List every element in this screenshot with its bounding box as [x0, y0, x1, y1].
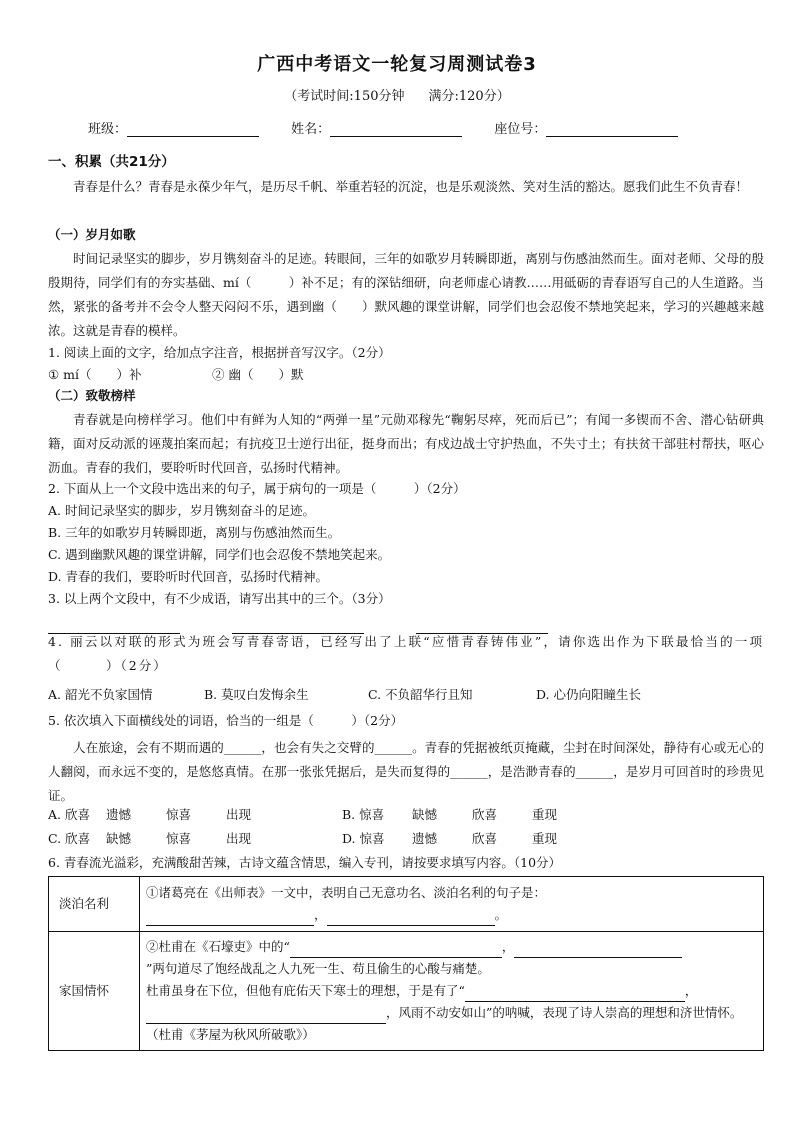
exam-subtitle [0, 85, 794, 104]
row1-key: 淡泊名利 [49, 877, 140, 932]
name-label: 姓名： [291, 122, 331, 137]
q5-c-word-3: 惊喜 [166, 831, 192, 846]
row2-comma-3: ， [386, 1005, 399, 1020]
row2-blank-2[interactable] [514, 943, 682, 958]
q4-options [48, 684, 764, 706]
q5-options-row1 [48, 804, 764, 826]
row2-blank-3[interactable] [465, 987, 685, 1002]
row2-text-3: 杜甫虽身在下位，但他有庇佑天下寒士的理想，于是有了“ [146, 983, 465, 998]
q5-c-word-2: 缺憾 [106, 831, 132, 846]
name-field[interactable] [330, 122, 462, 137]
q1-answer-a[interactable]: ① mí（ ）补 [48, 367, 142, 382]
q1-stem: 1. 阅读上面的文字，给加点字注音，根据拼音写汉字。（2分） [48, 345, 391, 360]
q5-d-word-1: D. 惊喜 [341, 831, 385, 846]
intro-paragraph: 青春是什么？青春是永葆少年气，是历尽千帆、举重若轻的沉淀，也是乐观淡然、笑对生活的豁达。愿我们此生不负青春！ [73, 179, 749, 194]
q5-c-word-1: C. 欣喜 [48, 831, 91, 846]
q5-text: 人在旅途，会有不期而遇的______，也会有失之交臂的______。青春的凭据被纸页掩藏，尘封在时间深处，静待有心或无心的人翻阅，而永远不变的，是悠悠真情。在那一张张凭据后，是失而复得的______，是浩渺青春的______，是岁月可回首时的珍贵见证。 [48, 740, 764, 803]
row2-content [140, 932, 764, 1051]
row1-comma: ， [314, 907, 327, 922]
row2-line4 [146, 1002, 757, 1046]
q2-option-b[interactable]: B. 三年的如歌岁月转瞬即逝，离别与伤感油然而生。 [48, 525, 341, 540]
q4-option-d[interactable]: D. 心仍向阳瞳生长 [535, 687, 641, 702]
row1-content [140, 877, 764, 932]
q5-c-word-4: 出现 [226, 831, 252, 846]
q5-a-word-2: 遗憾 [106, 807, 132, 822]
q3-stem: 3. 以上两个文段中，有不少成语，请写出其中的三个。（3分） [48, 591, 391, 606]
q5-a-word-4: 出现 [226, 807, 252, 822]
part1-heading: （一）岁月如歌 [48, 227, 136, 242]
exam-score: 满分:120分） [428, 89, 510, 104]
row2-text-1: ②杜甫在《石壕吏》中的“ [146, 939, 290, 954]
q5-b-word-1: B. 惊喜 [341, 807, 385, 822]
row2-blank-4[interactable] [146, 1009, 386, 1024]
exam-time: （考试时间:150分钟 [284, 89, 405, 104]
q5-option-b[interactable] [342, 807, 557, 822]
row2-text-4: 风雨不动安如山”的呐喊，表现了诗人崇高的理想和济世情怀。（杜甫《茅屋为秋风所破歌》） [146, 1005, 743, 1042]
q1-answer-b[interactable]: ② 幽（ ）默 [211, 367, 304, 382]
q6-stem: 6. 青春流光溢彩，充满酸甜苦辣，古诗文蕴含情思，编入专刊，请按要求填写内容。（10分） [48, 855, 562, 870]
q4-stem: 4. 丽云以对联的形式为班会写青春寄语，已经写出了上联“应惜青春铸伟业”，请你选出作为下联最恰当的一项（ ）（2分） [48, 634, 764, 673]
section-heading: 一、积累（共21分） [48, 154, 175, 170]
part1-text: 时间记录坚实的脚步，岁月镌刻奋斗的足迹。转眼间，三年的如歌岁月转瞬即逝，离别与伤感油然而生。面对老师、父母的殷殷期待，同学们有的夯实基础、mí（ ）补不足；有的深钻细研，向老师虚心请教……用砥砺的青春语写自己的人生道路。当然，紧张的备考并不会令人整天闷闷不乐，遇到幽（ ）默风趣的课堂讲解，同学们也会忍俊不禁地笑起来，学习的兴趣越来越浓。这就是青春的模样。 [48, 251, 764, 338]
q5-d-word-4: 重现 [531, 831, 557, 846]
q1-answers [48, 364, 764, 386]
table-row [49, 932, 764, 1051]
part2-heading: （二）致敬榜样 [48, 388, 136, 403]
class-label: 班级： [88, 122, 128, 137]
q5-a-word-1: A. 欣喜 [48, 807, 90, 822]
row2-blank-1[interactable] [290, 943, 502, 958]
q5-option-d[interactable] [342, 831, 557, 846]
student-info [88, 118, 728, 137]
q4-option-a[interactable]: A. 韶光不负家国情 [48, 687, 153, 702]
q2-option-c[interactable]: C. 遇到幽默风趣的课堂讲解，同学们也会忍俊不禁地笑起来。 [48, 547, 391, 562]
seat-label: 座位号： [494, 122, 547, 137]
row2-line1 [146, 936, 757, 958]
page-title: 广西中考语文一轮复习周测试卷3 [257, 54, 537, 75]
part2-text: 青春就是向榜样学习。他们中有鲜为人知的“两弹一星”元勋邓稼先“鞠躬尽瘁，死而后已”；有闻一多锲而不舍、潜心钻研典籍，面对反动派的诬蔑拍案而起；有抗疫卫士逆行出征，挺身而出；有戍边战士守护热血，不失寸土；有扶贫干部驻村帮扶，呕心沥血。青春的我们，要聆听时代回音，弘扬时代精神。 [48, 412, 764, 475]
table-row [49, 877, 764, 932]
q5-d-word-3: 欣喜 [471, 831, 497, 846]
class-field[interactable] [127, 122, 259, 137]
q4-option-b[interactable]: B. 莫叹白发悔余生 [203, 687, 309, 702]
row2-comma: ， [501, 939, 515, 954]
q2-option-a[interactable]: A. 时间记录坚实的脚步，岁月镌刻奋斗的足迹。 [48, 503, 315, 518]
q5-d-word-2: 遗憾 [411, 831, 437, 846]
row1-blank-1[interactable] [146, 911, 314, 926]
q2-stem: 2. 下面从上一个文段中选出来的句子，属于病句的一项是（ ）（2分） [48, 481, 466, 496]
q5-option-a[interactable] [48, 807, 342, 822]
row2-comma-2: ， [684, 983, 698, 998]
row2-line3 [146, 980, 757, 1002]
q5-option-c[interactable] [48, 831, 342, 846]
q5-options-row2 [48, 828, 764, 850]
row1-blank-2[interactable] [327, 911, 495, 926]
row1-blanks [146, 904, 757, 926]
q2-option-d[interactable]: D. 青春的我们，要聆听时代回音，弘扬时代精神。 [48, 569, 329, 584]
row2-line2: ”两句道尽了饱经战乱之人九死一生、苟且偷生的心酸与痛楚。 [146, 961, 490, 976]
q6-table [48, 876, 764, 1051]
q4-option-c[interactable]: C. 不负韶华行且知 [367, 687, 473, 702]
q5-b-word-3: 欣喜 [471, 807, 497, 822]
q5-b-word-2: 缺憾 [411, 807, 437, 822]
row2-key: 家国情怀 [49, 932, 140, 1051]
q5-b-word-4: 重现 [531, 807, 557, 822]
q5-stem: 5. 依次填入下面横线处的词语，恰当的一组是（ ）（2分） [48, 713, 404, 728]
q5-a-word-3: 惊喜 [166, 807, 192, 822]
seat-field[interactable] [546, 122, 678, 137]
row1-period: 。 [494, 907, 508, 922]
row1-prompt: ①诸葛亮在《出师表》一文中，表明自己无意功名、淡泊名利的句子是： [146, 885, 547, 900]
